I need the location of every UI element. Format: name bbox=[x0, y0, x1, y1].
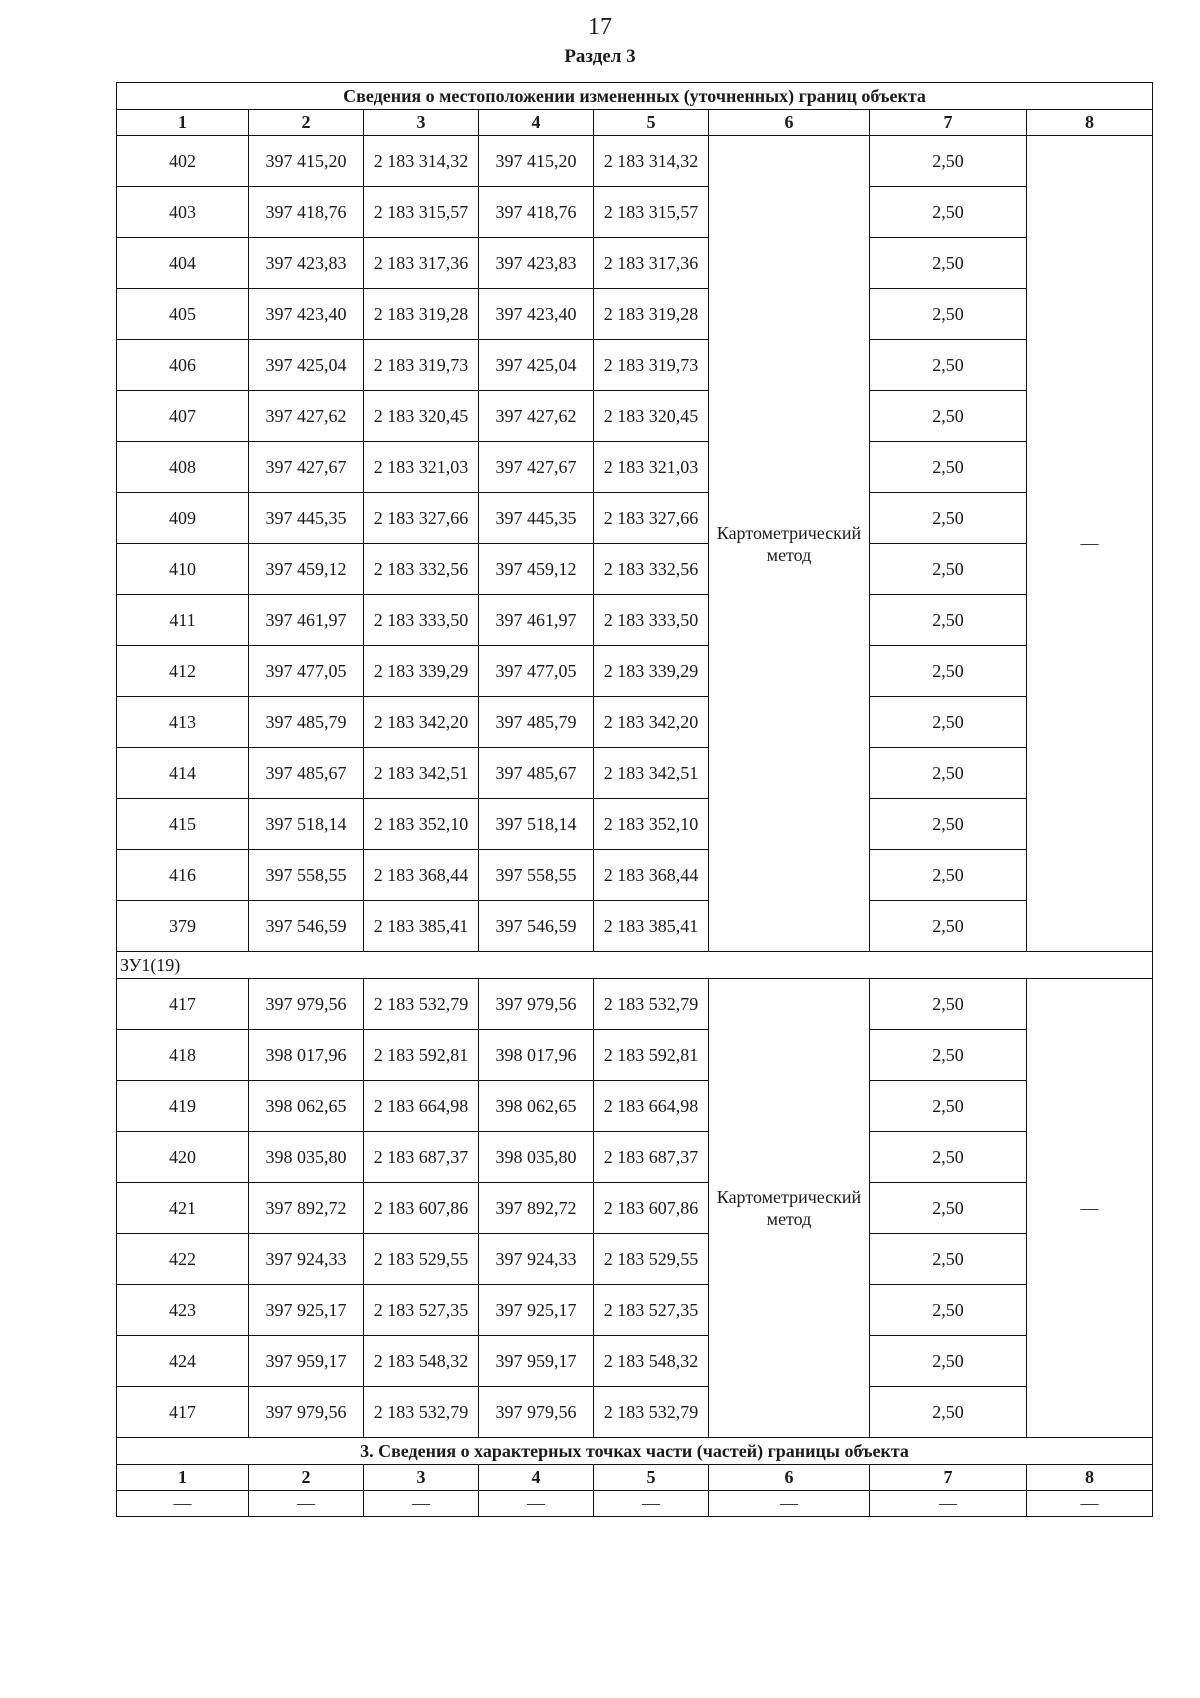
x-coordinate: 397 415,20 bbox=[249, 136, 364, 187]
x-coordinate-new: 397 979,56 bbox=[479, 979, 594, 1030]
x-coordinate-new: 398 017,96 bbox=[479, 1030, 594, 1081]
accuracy-cell: 2,50 bbox=[870, 544, 1027, 595]
accuracy-cell: 2,50 bbox=[870, 850, 1027, 901]
accuracy-cell: 2,50 bbox=[870, 1183, 1027, 1234]
column-numbers-row bbox=[117, 1465, 1153, 1491]
x-coordinate: 397 423,83 bbox=[249, 238, 364, 289]
table-row bbox=[117, 979, 1153, 1030]
y-coordinate: 2 183 548,32 bbox=[364, 1336, 479, 1387]
accuracy-cell: 2,50 bbox=[870, 1285, 1027, 1336]
y-coordinate: 2 183 319,28 bbox=[364, 289, 479, 340]
accuracy-cell: 2,50 bbox=[870, 136, 1027, 187]
accuracy-cell: 2,50 bbox=[870, 1030, 1027, 1081]
y-coordinate: 2 183 317,36 bbox=[364, 238, 479, 289]
column-number: 2 bbox=[249, 1465, 364, 1491]
y-coordinate-new: 2 183 527,35 bbox=[594, 1285, 709, 1336]
dash-cell: — bbox=[479, 1491, 594, 1517]
y-coordinate-new: 2 183 342,20 bbox=[594, 697, 709, 748]
column-number: 3 bbox=[364, 1465, 479, 1491]
x-coordinate: 397 925,17 bbox=[249, 1285, 364, 1336]
accuracy-cell: 2,50 bbox=[870, 595, 1027, 646]
point-number: 412 bbox=[117, 646, 249, 697]
table-row bbox=[117, 1234, 1153, 1285]
point-number: 422 bbox=[117, 1234, 249, 1285]
point-number: 405 bbox=[117, 289, 249, 340]
y-coordinate-new: 2 183 607,86 bbox=[594, 1183, 709, 1234]
point-number: 406 bbox=[117, 340, 249, 391]
point-number: 410 bbox=[117, 544, 249, 595]
y-coordinate-new: 2 183 339,29 bbox=[594, 646, 709, 697]
accuracy-cell: 2,50 bbox=[870, 493, 1027, 544]
accuracy-cell: 2,50 bbox=[870, 979, 1027, 1030]
method-cell: Картометрический метод bbox=[709, 979, 870, 1438]
y-coordinate: 2 183 529,55 bbox=[364, 1234, 479, 1285]
y-coordinate: 2 183 532,79 bbox=[364, 979, 479, 1030]
x-coordinate: 397 518,14 bbox=[249, 799, 364, 850]
dash-cell: — bbox=[870, 1491, 1027, 1517]
y-coordinate-new: 2 183 321,03 bbox=[594, 442, 709, 493]
x-coordinate-new: 397 423,40 bbox=[479, 289, 594, 340]
point-number: 402 bbox=[117, 136, 249, 187]
dash-cell: — bbox=[249, 1491, 364, 1517]
table-row bbox=[117, 646, 1153, 697]
table-row bbox=[117, 1081, 1153, 1132]
y-coordinate: 2 183 607,86 bbox=[364, 1183, 479, 1234]
point-number: 419 bbox=[117, 1081, 249, 1132]
x-coordinate-new: 397 546,59 bbox=[479, 901, 594, 952]
table-title: Сведения о местоположении измененных (уточненных) границ объекта bbox=[117, 83, 1153, 110]
y-coordinate: 2 183 592,81 bbox=[364, 1030, 479, 1081]
accuracy-cell: 2,50 bbox=[870, 1336, 1027, 1387]
column-numbers-row bbox=[117, 110, 1153, 136]
accuracy-cell: 2,50 bbox=[870, 442, 1027, 493]
y-coordinate: 2 183 664,98 bbox=[364, 1081, 479, 1132]
x-coordinate-new: 397 558,55 bbox=[479, 850, 594, 901]
table-row bbox=[117, 595, 1153, 646]
column-number: 6 bbox=[709, 1465, 870, 1491]
table-row bbox=[117, 238, 1153, 289]
accuracy-cell: 2,50 bbox=[870, 340, 1027, 391]
table-row bbox=[117, 697, 1153, 748]
accuracy-cell: 2,50 bbox=[870, 1234, 1027, 1285]
x-coordinate: 397 892,72 bbox=[249, 1183, 364, 1234]
column-number: 5 bbox=[594, 1465, 709, 1491]
accuracy-cell: 2,50 bbox=[870, 391, 1027, 442]
y-coordinate: 2 183 532,79 bbox=[364, 1387, 479, 1438]
x-coordinate-new: 398 062,65 bbox=[479, 1081, 594, 1132]
x-coordinate: 397 546,59 bbox=[249, 901, 364, 952]
table-row bbox=[117, 1132, 1153, 1183]
column-number: 3 bbox=[364, 110, 479, 136]
column-number: 4 bbox=[479, 1465, 594, 1491]
point-number: 417 bbox=[117, 979, 249, 1030]
x-coordinate: 397 461,97 bbox=[249, 595, 364, 646]
table-row bbox=[117, 1336, 1153, 1387]
point-number: 403 bbox=[117, 187, 249, 238]
y-coordinate: 2 183 314,32 bbox=[364, 136, 479, 187]
dash-cell: — bbox=[594, 1491, 709, 1517]
point-number: 415 bbox=[117, 799, 249, 850]
x-coordinate: 397 558,55 bbox=[249, 850, 364, 901]
column-number: 8 bbox=[1027, 1465, 1153, 1491]
dash-cell: — bbox=[709, 1491, 870, 1517]
group-label: ЗУ1(19) bbox=[117, 952, 1153, 979]
table-title-row bbox=[117, 83, 1153, 110]
y-coordinate-new: 2 183 327,66 bbox=[594, 493, 709, 544]
y-coordinate: 2 183 321,03 bbox=[364, 442, 479, 493]
x-coordinate-new: 397 427,62 bbox=[479, 391, 594, 442]
y-coordinate-new: 2 183 333,50 bbox=[594, 595, 709, 646]
y-coordinate: 2 183 315,57 bbox=[364, 187, 479, 238]
y-coordinate: 2 183 320,45 bbox=[364, 391, 479, 442]
column-number: 5 bbox=[594, 110, 709, 136]
accuracy-cell: 2,50 bbox=[870, 646, 1027, 697]
point-number: 411 bbox=[117, 595, 249, 646]
x-coordinate: 397 959,17 bbox=[249, 1336, 364, 1387]
x-coordinate-new: 397 892,72 bbox=[479, 1183, 594, 1234]
y-coordinate-new: 2 183 687,37 bbox=[594, 1132, 709, 1183]
y-coordinate-new: 2 183 342,51 bbox=[594, 748, 709, 799]
y-coordinate-new: 2 183 352,10 bbox=[594, 799, 709, 850]
y-coordinate-new: 2 183 532,79 bbox=[594, 979, 709, 1030]
x-coordinate: 397 485,67 bbox=[249, 748, 364, 799]
x-coordinate: 397 427,67 bbox=[249, 442, 364, 493]
point-number: 418 bbox=[117, 1030, 249, 1081]
y-coordinate: 2 183 342,51 bbox=[364, 748, 479, 799]
y-coordinate: 2 183 333,50 bbox=[364, 595, 479, 646]
y-coordinate-new: 2 183 529,55 bbox=[594, 1234, 709, 1285]
x-coordinate: 397 459,12 bbox=[249, 544, 364, 595]
table-row bbox=[117, 1285, 1153, 1336]
x-coordinate-new: 397 518,14 bbox=[479, 799, 594, 850]
y-coordinate-new: 2 183 385,41 bbox=[594, 901, 709, 952]
point-number: 416 bbox=[117, 850, 249, 901]
table-row bbox=[117, 901, 1153, 952]
y-coordinate: 2 183 527,35 bbox=[364, 1285, 479, 1336]
x-coordinate-new: 397 461,97 bbox=[479, 595, 594, 646]
point-number: 379 bbox=[117, 901, 249, 952]
accuracy-cell: 2,50 bbox=[870, 901, 1027, 952]
column-number: 7 bbox=[870, 110, 1027, 136]
x-coordinate-new: 397 925,17 bbox=[479, 1285, 594, 1336]
table-row bbox=[117, 136, 1153, 187]
x-coordinate-new: 397 459,12 bbox=[479, 544, 594, 595]
table-row bbox=[117, 289, 1153, 340]
y-coordinate-new: 2 183 319,73 bbox=[594, 340, 709, 391]
y-coordinate-new: 2 183 592,81 bbox=[594, 1030, 709, 1081]
y-coordinate-new: 2 183 314,32 bbox=[594, 136, 709, 187]
point-number: 417 bbox=[117, 1387, 249, 1438]
table-row bbox=[117, 850, 1153, 901]
y-coordinate-new: 2 183 315,57 bbox=[594, 187, 709, 238]
x-coordinate: 397 418,76 bbox=[249, 187, 364, 238]
point-number: 421 bbox=[117, 1183, 249, 1234]
x-coordinate-new: 397 418,76 bbox=[479, 187, 594, 238]
x-coordinate: 397 427,62 bbox=[249, 391, 364, 442]
point-number: 409 bbox=[117, 493, 249, 544]
table-row bbox=[117, 442, 1153, 493]
column-number: 1 bbox=[117, 1465, 249, 1491]
x-coordinate-new: 397 477,05 bbox=[479, 646, 594, 697]
section-title: Раздел 3 bbox=[564, 46, 636, 67]
table-row bbox=[117, 544, 1153, 595]
x-coordinate: 397 485,79 bbox=[249, 697, 364, 748]
y-coordinate-new: 2 183 368,44 bbox=[594, 850, 709, 901]
x-coordinate-new: 397 427,67 bbox=[479, 442, 594, 493]
x-coordinate: 398 017,96 bbox=[249, 1030, 364, 1081]
accuracy-cell: 2,50 bbox=[870, 289, 1027, 340]
point-number: 407 bbox=[117, 391, 249, 442]
y-coordinate-new: 2 183 548,32 bbox=[594, 1336, 709, 1387]
accuracy-cell: 2,50 bbox=[870, 799, 1027, 850]
y-coordinate: 2 183 332,56 bbox=[364, 544, 479, 595]
x-coordinate: 397 425,04 bbox=[249, 340, 364, 391]
section2-title: 3. Сведения о характерных точках части (частей) границы объекта bbox=[117, 1438, 1153, 1465]
point-number: 414 bbox=[117, 748, 249, 799]
table-row bbox=[117, 391, 1153, 442]
accuracy-cell: 2,50 bbox=[870, 697, 1027, 748]
x-coordinate: 397 924,33 bbox=[249, 1234, 364, 1285]
table-row bbox=[117, 1183, 1153, 1234]
y-coordinate-new: 2 183 664,98 bbox=[594, 1081, 709, 1132]
y-coordinate-new: 2 183 317,36 bbox=[594, 238, 709, 289]
point-number: 413 bbox=[117, 697, 249, 748]
accuracy-cell: 2,50 bbox=[870, 748, 1027, 799]
x-coordinate-new: 397 415,20 bbox=[479, 136, 594, 187]
section2-title-row bbox=[117, 1438, 1153, 1465]
column-number: 8 bbox=[1027, 110, 1153, 136]
dash-cell: — bbox=[117, 1491, 249, 1517]
y-coordinate: 2 183 342,20 bbox=[364, 697, 479, 748]
x-coordinate-new: 397 924,33 bbox=[479, 1234, 594, 1285]
x-coordinate-new: 397 423,83 bbox=[479, 238, 594, 289]
y-coordinate: 2 183 352,10 bbox=[364, 799, 479, 850]
x-coordinate: 397 423,40 bbox=[249, 289, 364, 340]
table-row bbox=[117, 187, 1153, 238]
column-number: 1 bbox=[117, 110, 249, 136]
point-number: 408 bbox=[117, 442, 249, 493]
point-number: 404 bbox=[117, 238, 249, 289]
y-coordinate-new: 2 183 332,56 bbox=[594, 544, 709, 595]
col8-cell: — bbox=[1027, 136, 1153, 952]
x-coordinate-new: 397 485,79 bbox=[479, 697, 594, 748]
page-number: 17 bbox=[588, 14, 612, 40]
group-label-row bbox=[117, 952, 1153, 979]
x-coordinate-new: 398 035,80 bbox=[479, 1132, 594, 1183]
boundary-table bbox=[116, 82, 1153, 1517]
accuracy-cell: 2,50 bbox=[870, 1387, 1027, 1438]
x-coordinate: 397 445,35 bbox=[249, 493, 364, 544]
dash-cell: — bbox=[364, 1491, 479, 1517]
point-number: 424 bbox=[117, 1336, 249, 1387]
column-number: 7 bbox=[870, 1465, 1027, 1491]
x-coordinate-new: 397 425,04 bbox=[479, 340, 594, 391]
y-coordinate: 2 183 368,44 bbox=[364, 850, 479, 901]
accuracy-cell: 2,50 bbox=[870, 238, 1027, 289]
x-coordinate-new: 397 445,35 bbox=[479, 493, 594, 544]
table-row bbox=[117, 748, 1153, 799]
table-row bbox=[117, 1030, 1153, 1081]
point-number: 420 bbox=[117, 1132, 249, 1183]
table-row bbox=[117, 493, 1153, 544]
x-coordinate: 397 477,05 bbox=[249, 646, 364, 697]
accuracy-cell: 2,50 bbox=[870, 1081, 1027, 1132]
x-coordinate: 398 062,65 bbox=[249, 1081, 364, 1132]
y-coordinate: 2 183 327,66 bbox=[364, 493, 479, 544]
column-number: 4 bbox=[479, 110, 594, 136]
x-coordinate: 398 035,80 bbox=[249, 1132, 364, 1183]
col8-cell: — bbox=[1027, 979, 1153, 1438]
x-coordinate-new: 397 979,56 bbox=[479, 1387, 594, 1438]
column-number: 6 bbox=[709, 110, 870, 136]
table-row bbox=[117, 340, 1153, 391]
y-coordinate-new: 2 183 319,28 bbox=[594, 289, 709, 340]
accuracy-cell: 2,50 bbox=[870, 187, 1027, 238]
column-number: 2 bbox=[249, 110, 364, 136]
y-coordinate-new: 2 183 532,79 bbox=[594, 1387, 709, 1438]
x-coordinate: 397 979,56 bbox=[249, 979, 364, 1030]
method-cell: Картометрический метод bbox=[709, 136, 870, 952]
y-coordinate: 2 183 687,37 bbox=[364, 1132, 479, 1183]
point-number: 423 bbox=[117, 1285, 249, 1336]
y-coordinate: 2 183 319,73 bbox=[364, 340, 479, 391]
x-coordinate-new: 397 485,67 bbox=[479, 748, 594, 799]
empty-row bbox=[117, 1491, 1153, 1517]
y-coordinate: 2 183 385,41 bbox=[364, 901, 479, 952]
y-coordinate-new: 2 183 320,45 bbox=[594, 391, 709, 442]
x-coordinate: 397 979,56 bbox=[249, 1387, 364, 1438]
table-row bbox=[117, 1387, 1153, 1438]
dash-cell: — bbox=[1027, 1491, 1153, 1517]
y-coordinate: 2 183 339,29 bbox=[364, 646, 479, 697]
x-coordinate-new: 397 959,17 bbox=[479, 1336, 594, 1387]
table-row bbox=[117, 799, 1153, 850]
accuracy-cell: 2,50 bbox=[870, 1132, 1027, 1183]
